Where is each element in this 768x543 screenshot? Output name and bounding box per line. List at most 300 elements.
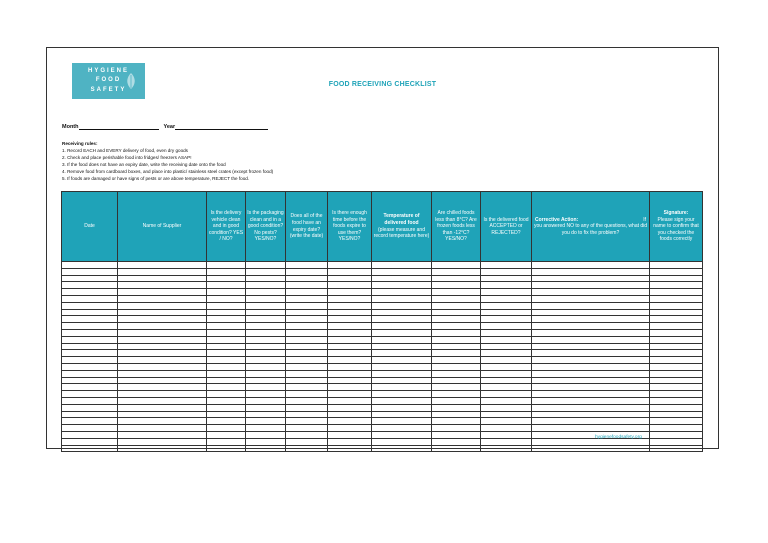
table-cell[interactable]: [432, 425, 481, 432]
table-cell[interactable]: [246, 289, 286, 296]
table-cell[interactable]: [246, 316, 286, 323]
table-cell[interactable]: [328, 329, 372, 336]
table-cell[interactable]: [118, 418, 207, 425]
table-cell[interactable]: [286, 431, 328, 438]
table-cell[interactable]: [207, 295, 246, 302]
table-cell[interactable]: [246, 302, 286, 309]
table-cell[interactable]: [481, 431, 532, 438]
table-cell[interactable]: [62, 289, 118, 296]
table-cell[interactable]: [481, 363, 532, 370]
table-cell[interactable]: [207, 363, 246, 370]
table-cell[interactable]: [372, 404, 432, 411]
table-cell[interactable]: [532, 357, 650, 364]
table-cell[interactable]: [328, 391, 372, 398]
table-cell[interactable]: [650, 309, 703, 316]
table-cell[interactable]: [246, 411, 286, 418]
table-cell[interactable]: [650, 295, 703, 302]
table-cell[interactable]: [328, 438, 372, 445]
table-cell[interactable]: [286, 384, 328, 391]
table-cell[interactable]: [532, 268, 650, 275]
table-cell[interactable]: [650, 323, 703, 330]
table-cell[interactable]: [532, 418, 650, 425]
table-cell[interactable]: [532, 275, 650, 282]
table-cell[interactable]: [532, 295, 650, 302]
table-cell[interactable]: [207, 268, 246, 275]
table-cell[interactable]: [481, 411, 532, 418]
table-cell[interactable]: [207, 350, 246, 357]
table-cell[interactable]: [286, 438, 328, 445]
table-cell[interactable]: [532, 289, 650, 296]
table-cell[interactable]: [481, 377, 532, 384]
table-cell[interactable]: [118, 343, 207, 350]
table-cell[interactable]: [432, 262, 481, 269]
table-cell[interactable]: [650, 357, 703, 364]
table-cell[interactable]: [532, 404, 650, 411]
table-cell[interactable]: [62, 370, 118, 377]
table-cell[interactable]: [118, 411, 207, 418]
table-cell[interactable]: [246, 370, 286, 377]
table-cell[interactable]: [118, 377, 207, 384]
table-cell[interactable]: [432, 391, 481, 398]
table-cell[interactable]: [372, 289, 432, 296]
table-cell[interactable]: [62, 431, 118, 438]
table-cell[interactable]: [118, 262, 207, 269]
table-cell[interactable]: [481, 350, 532, 357]
table-cell[interactable]: [432, 343, 481, 350]
table-cell[interactable]: [650, 363, 703, 370]
table-cell[interactable]: [532, 262, 650, 269]
table-cell[interactable]: [118, 316, 207, 323]
table-cell[interactable]: [432, 431, 481, 438]
table-cell[interactable]: [328, 262, 372, 269]
table-cell[interactable]: [207, 282, 246, 289]
table-cell[interactable]: [432, 404, 481, 411]
table-cell[interactable]: [328, 384, 372, 391]
table-cell[interactable]: [118, 309, 207, 316]
table-cell[interactable]: [246, 377, 286, 384]
table-cell[interactable]: [328, 445, 372, 452]
table-cell[interactable]: [286, 397, 328, 404]
table-cell[interactable]: [118, 357, 207, 364]
table-cell[interactable]: [532, 302, 650, 309]
table-cell[interactable]: [650, 425, 703, 432]
table-cell[interactable]: [650, 445, 703, 452]
table-cell[interactable]: [432, 377, 481, 384]
table-cell[interactable]: [207, 370, 246, 377]
table-cell[interactable]: [246, 384, 286, 391]
table-cell[interactable]: [286, 370, 328, 377]
table-cell[interactable]: [62, 418, 118, 425]
table-cell[interactable]: [650, 302, 703, 309]
table-cell[interactable]: [432, 384, 481, 391]
table-cell[interactable]: [246, 397, 286, 404]
table-cell[interactable]: [328, 363, 372, 370]
table-cell[interactable]: [481, 302, 532, 309]
table-cell[interactable]: [532, 370, 650, 377]
table-cell[interactable]: [118, 336, 207, 343]
table-cell[interactable]: [532, 384, 650, 391]
table-cell[interactable]: [328, 323, 372, 330]
table-cell[interactable]: [118, 397, 207, 404]
table-cell[interactable]: [118, 268, 207, 275]
table-cell[interactable]: [286, 445, 328, 452]
table-cell[interactable]: [286, 391, 328, 398]
table-cell[interactable]: [432, 295, 481, 302]
table-cell[interactable]: [246, 357, 286, 364]
table-cell[interactable]: [372, 343, 432, 350]
table-cell[interactable]: [481, 343, 532, 350]
table-cell[interactable]: [328, 295, 372, 302]
table-cell[interactable]: [118, 282, 207, 289]
table-cell[interactable]: [432, 336, 481, 343]
table-cell[interactable]: [328, 370, 372, 377]
table-cell[interactable]: [118, 350, 207, 357]
table-cell[interactable]: [246, 282, 286, 289]
table-cell[interactable]: [481, 268, 532, 275]
table-cell[interactable]: [372, 275, 432, 282]
table-cell[interactable]: [286, 316, 328, 323]
table-cell[interactable]: [650, 289, 703, 296]
table-cell[interactable]: [650, 350, 703, 357]
table-cell[interactable]: [650, 418, 703, 425]
table-cell[interactable]: [207, 316, 246, 323]
table-cell[interactable]: [650, 404, 703, 411]
table-cell[interactable]: [432, 302, 481, 309]
table-cell[interactable]: [246, 404, 286, 411]
table-cell[interactable]: [532, 329, 650, 336]
table-cell[interactable]: [286, 323, 328, 330]
table-cell[interactable]: [118, 438, 207, 445]
table-cell[interactable]: [481, 262, 532, 269]
table-cell[interactable]: [207, 329, 246, 336]
table-cell[interactable]: [286, 363, 328, 370]
table-cell[interactable]: [286, 302, 328, 309]
table-cell[interactable]: [328, 302, 372, 309]
table-cell[interactable]: [532, 363, 650, 370]
table-cell[interactable]: [372, 302, 432, 309]
table-cell[interactable]: [372, 262, 432, 269]
table-cell[interactable]: [328, 357, 372, 364]
table-cell[interactable]: [328, 418, 372, 425]
table-cell[interactable]: [328, 309, 372, 316]
table-cell[interactable]: [62, 363, 118, 370]
table-cell[interactable]: [650, 336, 703, 343]
table-cell[interactable]: [650, 391, 703, 398]
table-cell[interactable]: [62, 357, 118, 364]
table-cell[interactable]: [650, 343, 703, 350]
table-cell[interactable]: [118, 404, 207, 411]
table-cell[interactable]: [207, 309, 246, 316]
table-cell[interactable]: [432, 438, 481, 445]
table-cell[interactable]: [372, 377, 432, 384]
table-cell[interactable]: [372, 316, 432, 323]
table-cell[interactable]: [207, 323, 246, 330]
table-cell[interactable]: [481, 404, 532, 411]
table-cell[interactable]: [207, 445, 246, 452]
table-cell[interactable]: [372, 411, 432, 418]
table-cell[interactable]: [286, 411, 328, 418]
table-cell[interactable]: [481, 418, 532, 425]
table-cell[interactable]: [328, 275, 372, 282]
table-cell[interactable]: [532, 377, 650, 384]
table-cell[interactable]: [62, 377, 118, 384]
table-cell[interactable]: [118, 391, 207, 398]
table-cell[interactable]: [372, 282, 432, 289]
table-cell[interactable]: [372, 309, 432, 316]
table-cell[interactable]: [372, 391, 432, 398]
table-cell[interactable]: [246, 275, 286, 282]
table-cell[interactable]: [328, 397, 372, 404]
table-cell[interactable]: [432, 363, 481, 370]
table-cell[interactable]: [118, 275, 207, 282]
table-cell[interactable]: [286, 404, 328, 411]
table-cell[interactable]: [62, 282, 118, 289]
table-cell[interactable]: [372, 425, 432, 432]
table-cell[interactable]: [432, 275, 481, 282]
table-cell[interactable]: [532, 323, 650, 330]
table-cell[interactable]: [481, 323, 532, 330]
table-cell[interactable]: [372, 329, 432, 336]
table-cell[interactable]: [62, 343, 118, 350]
table-cell[interactable]: [372, 357, 432, 364]
table-cell[interactable]: [481, 295, 532, 302]
table-cell[interactable]: [372, 268, 432, 275]
table-cell[interactable]: [62, 302, 118, 309]
table-cell[interactable]: [246, 425, 286, 432]
table-cell[interactable]: [118, 323, 207, 330]
table-cell[interactable]: [432, 397, 481, 404]
table-cell[interactable]: [328, 350, 372, 357]
table-cell[interactable]: [118, 445, 207, 452]
table-cell[interactable]: [62, 329, 118, 336]
table-cell[interactable]: [532, 309, 650, 316]
table-cell[interactable]: [650, 397, 703, 404]
table-cell[interactable]: [432, 357, 481, 364]
table-cell[interactable]: [207, 384, 246, 391]
table-cell[interactable]: [118, 370, 207, 377]
table-cell[interactable]: [62, 309, 118, 316]
table-cell[interactable]: [372, 431, 432, 438]
table-cell[interactable]: [62, 268, 118, 275]
table-cell[interactable]: [372, 295, 432, 302]
table-cell[interactable]: [328, 343, 372, 350]
table-cell[interactable]: [246, 445, 286, 452]
table-cell[interactable]: [62, 295, 118, 302]
table-cell[interactable]: [432, 418, 481, 425]
table-cell[interactable]: [432, 329, 481, 336]
table-cell[interactable]: [246, 363, 286, 370]
table-cell[interactable]: [532, 316, 650, 323]
table-cell[interactable]: [432, 289, 481, 296]
table-cell[interactable]: [328, 404, 372, 411]
table-cell[interactable]: [62, 404, 118, 411]
table-cell[interactable]: [328, 425, 372, 432]
table-cell[interactable]: [207, 438, 246, 445]
table-cell[interactable]: [207, 377, 246, 384]
table-cell[interactable]: [432, 268, 481, 275]
table-cell[interactable]: [246, 262, 286, 269]
table-cell[interactable]: [246, 295, 286, 302]
table-cell[interactable]: [286, 289, 328, 296]
table-cell[interactable]: [118, 289, 207, 296]
table-cell[interactable]: [532, 411, 650, 418]
table-cell[interactable]: [532, 425, 650, 432]
table-cell[interactable]: [207, 343, 246, 350]
table-cell[interactable]: [118, 384, 207, 391]
table-cell[interactable]: [286, 309, 328, 316]
table-cell[interactable]: [650, 411, 703, 418]
table-cell[interactable]: [650, 431, 703, 438]
table-cell[interactable]: [286, 282, 328, 289]
month-field[interactable]: [79, 123, 159, 130]
table-cell[interactable]: [328, 268, 372, 275]
table-cell[interactable]: [532, 445, 650, 452]
table-cell[interactable]: [372, 384, 432, 391]
table-cell[interactable]: [118, 363, 207, 370]
table-cell[interactable]: [432, 309, 481, 316]
table-cell[interactable]: [481, 384, 532, 391]
table-cell[interactable]: [286, 329, 328, 336]
table-cell[interactable]: [286, 350, 328, 357]
table-cell[interactable]: [246, 329, 286, 336]
table-cell[interactable]: [286, 262, 328, 269]
table-cell[interactable]: [118, 295, 207, 302]
table-cell[interactable]: [328, 431, 372, 438]
table-cell[interactable]: [62, 323, 118, 330]
table-cell[interactable]: [286, 377, 328, 384]
table-cell[interactable]: [207, 404, 246, 411]
table-cell[interactable]: [532, 397, 650, 404]
table-cell[interactable]: [207, 418, 246, 425]
table-cell[interactable]: [62, 384, 118, 391]
table-cell[interactable]: [432, 316, 481, 323]
table-cell[interactable]: [207, 431, 246, 438]
table-cell[interactable]: [328, 377, 372, 384]
table-cell[interactable]: [246, 268, 286, 275]
table-cell[interactable]: [532, 350, 650, 357]
table-cell[interactable]: [328, 336, 372, 343]
table-cell[interactable]: [328, 316, 372, 323]
table-cell[interactable]: [372, 397, 432, 404]
table-cell[interactable]: [481, 336, 532, 343]
table-cell[interactable]: [62, 316, 118, 323]
table-cell[interactable]: [328, 289, 372, 296]
table-cell[interactable]: [207, 336, 246, 343]
table-cell[interactable]: [118, 329, 207, 336]
table-cell[interactable]: [286, 295, 328, 302]
table-cell[interactable]: [481, 309, 532, 316]
table-cell[interactable]: [207, 302, 246, 309]
table-cell[interactable]: [432, 282, 481, 289]
table-cell[interactable]: [372, 363, 432, 370]
table-cell[interactable]: [372, 445, 432, 452]
table-cell[interactable]: [246, 336, 286, 343]
table-cell[interactable]: [532, 282, 650, 289]
table-cell[interactable]: [650, 377, 703, 384]
table-cell[interactable]: [650, 275, 703, 282]
table-cell[interactable]: [481, 438, 532, 445]
table-cell[interactable]: [650, 384, 703, 391]
table-cell[interactable]: [481, 391, 532, 398]
table-cell[interactable]: [286, 357, 328, 364]
table-cell[interactable]: [62, 445, 118, 452]
table-cell[interactable]: [286, 343, 328, 350]
table-cell[interactable]: [246, 309, 286, 316]
table-cell[interactable]: [62, 438, 118, 445]
table-cell[interactable]: [62, 336, 118, 343]
table-cell[interactable]: [372, 370, 432, 377]
table-cell[interactable]: [118, 431, 207, 438]
table-cell[interactable]: [481, 329, 532, 336]
table-cell[interactable]: [207, 411, 246, 418]
table-cell[interactable]: [62, 425, 118, 432]
table-cell[interactable]: [481, 289, 532, 296]
table-cell[interactable]: [286, 418, 328, 425]
table-cell[interactable]: [432, 411, 481, 418]
table-cell[interactable]: [432, 445, 481, 452]
table-cell[interactable]: [650, 329, 703, 336]
table-cell[interactable]: [246, 343, 286, 350]
table-cell[interactable]: [432, 350, 481, 357]
table-cell[interactable]: [532, 391, 650, 398]
table-cell[interactable]: [246, 350, 286, 357]
table-cell[interactable]: [650, 268, 703, 275]
table-cell[interactable]: [481, 275, 532, 282]
table-cell[interactable]: [372, 336, 432, 343]
table-cell[interactable]: [481, 425, 532, 432]
table-cell[interactable]: [372, 418, 432, 425]
table-cell[interactable]: [207, 425, 246, 432]
table-cell[interactable]: [62, 411, 118, 418]
table-cell[interactable]: [432, 323, 481, 330]
table-cell[interactable]: [481, 282, 532, 289]
table-cell[interactable]: [118, 425, 207, 432]
table-cell[interactable]: [62, 397, 118, 404]
table-cell[interactable]: [650, 282, 703, 289]
table-cell[interactable]: [650, 370, 703, 377]
table-cell[interactable]: [246, 391, 286, 398]
table-cell[interactable]: [481, 397, 532, 404]
table-cell[interactable]: [118, 302, 207, 309]
table-cell[interactable]: [207, 357, 246, 364]
table-cell[interactable]: [62, 262, 118, 269]
table-cell[interactable]: [372, 350, 432, 357]
table-cell[interactable]: [286, 336, 328, 343]
table-cell[interactable]: [481, 370, 532, 377]
table-cell[interactable]: [650, 316, 703, 323]
table-cell[interactable]: [286, 425, 328, 432]
table-cell[interactable]: [62, 391, 118, 398]
table-cell[interactable]: [532, 343, 650, 350]
table-cell[interactable]: [650, 438, 703, 445]
table-cell[interactable]: [286, 268, 328, 275]
table-cell[interactable]: [246, 431, 286, 438]
table-cell[interactable]: [432, 370, 481, 377]
table-cell[interactable]: [481, 357, 532, 364]
table-cell[interactable]: [372, 438, 432, 445]
table-cell[interactable]: [246, 438, 286, 445]
table-cell[interactable]: [207, 397, 246, 404]
table-cell[interactable]: [207, 275, 246, 282]
table-cell[interactable]: [62, 275, 118, 282]
table-cell[interactable]: [481, 445, 532, 452]
table-cell[interactable]: [246, 418, 286, 425]
table-cell[interactable]: [372, 323, 432, 330]
table-cell[interactable]: [207, 289, 246, 296]
table-cell[interactable]: [207, 391, 246, 398]
table-cell[interactable]: [481, 316, 532, 323]
table-cell[interactable]: [328, 411, 372, 418]
